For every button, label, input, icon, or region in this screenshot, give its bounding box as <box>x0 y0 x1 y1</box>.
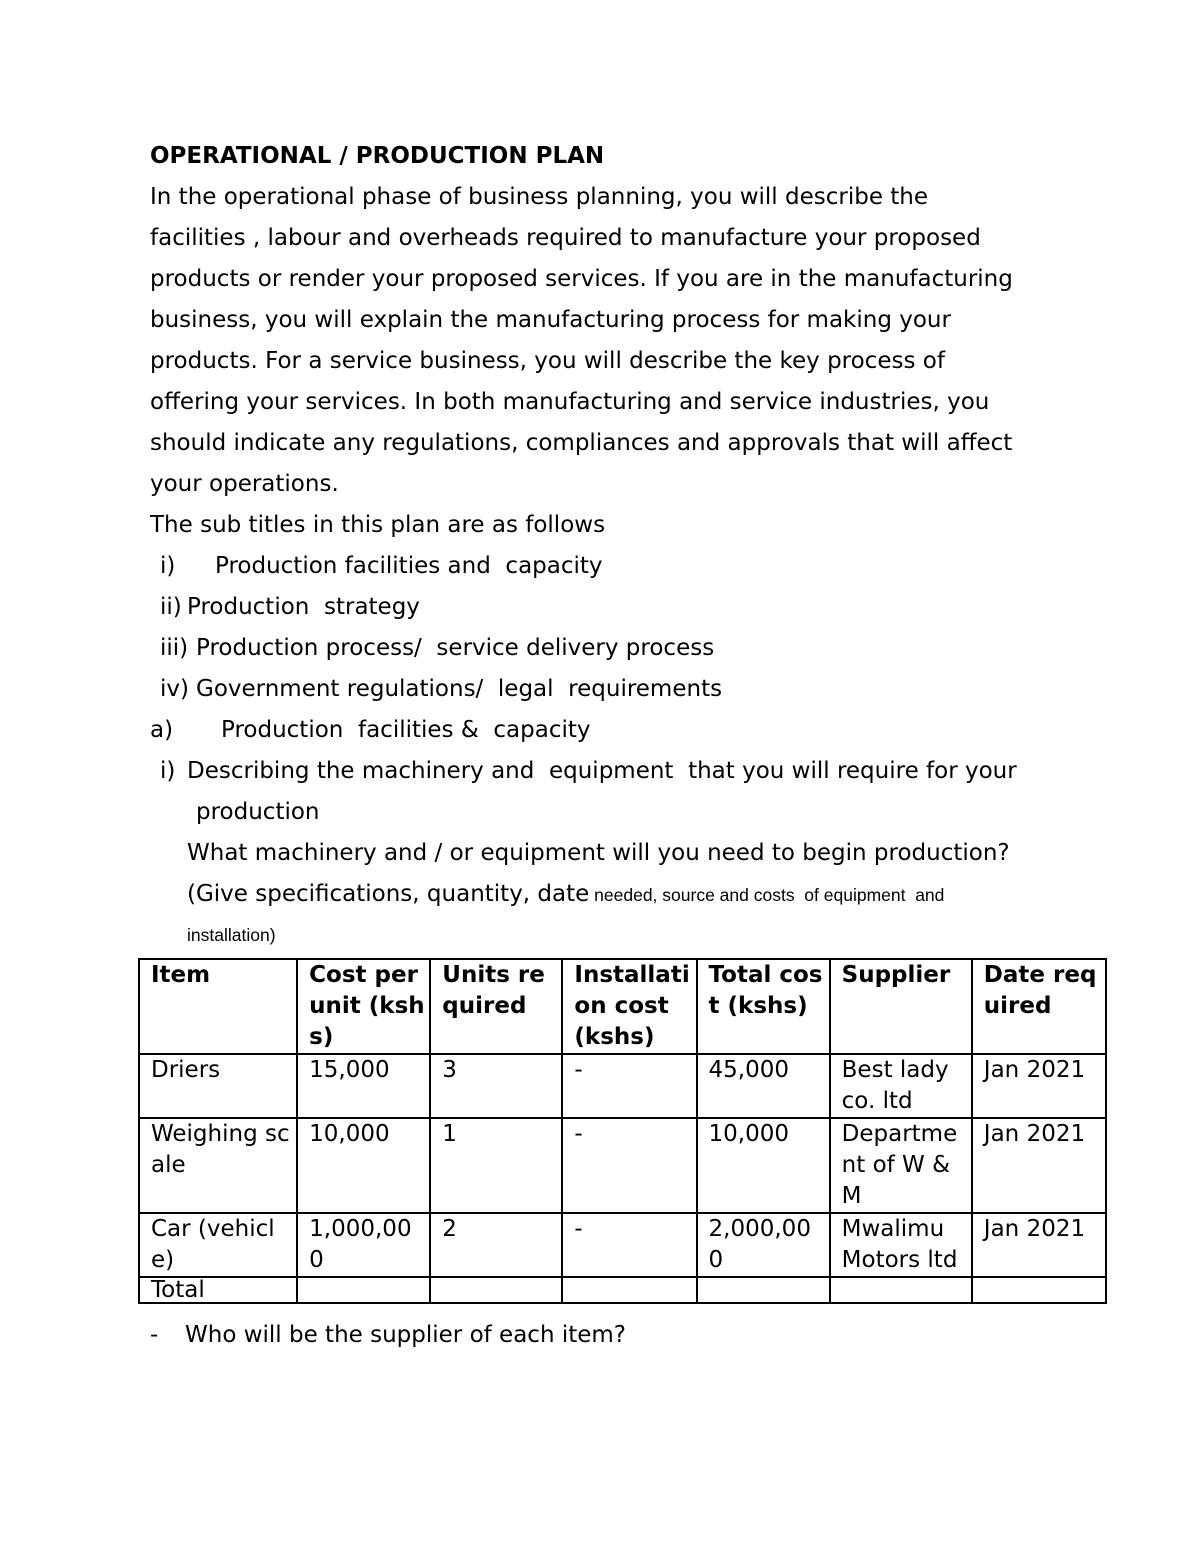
list-marker: iii) <box>160 635 189 661</box>
table-cell <box>972 1277 1106 1303</box>
table-cell: 2,000,000 <box>697 1213 830 1277</box>
column-header: Supplier <box>830 959 972 1054</box>
table-cell: 45,000 <box>697 1054 830 1118</box>
table-cell: - <box>562 1054 696 1118</box>
table-cell: Car (vehicle) <box>139 1213 297 1277</box>
list-item: Production process/ service delivery process <box>196 635 715 661</box>
table-cell: - <box>562 1118 696 1213</box>
bullet-question: Who will be the supplier of each item? <box>185 1322 626 1348</box>
table-cell: 3 <box>430 1054 562 1118</box>
list-item: Production strategy <box>187 594 420 620</box>
spec-note-large: (Give specifications, quantity, date <box>187 881 590 907</box>
column-header: Item <box>139 959 297 1054</box>
intro-line: products or render your proposed services. If you are in the manufacturing <box>150 266 1013 292</box>
table-cell: Department of W & M <box>830 1118 972 1213</box>
table-cell <box>430 1277 562 1303</box>
spec-note <box>187 880 944 909</box>
table-cell: - <box>562 1213 696 1277</box>
table-cell: 1 <box>430 1118 562 1213</box>
list-item: Describing the machinery and equipment that you will require for your <box>187 758 1017 784</box>
section-marker: a) <box>150 717 174 743</box>
table-cell <box>297 1277 430 1303</box>
table-cell: 1,000,000 <box>297 1213 430 1277</box>
table-total-row <box>139 1277 1106 1303</box>
table-cell: 15,000 <box>297 1054 430 1118</box>
table-cell <box>562 1277 696 1303</box>
table-row <box>139 1213 1106 1277</box>
intro-line: products. For a service business, you will describe the key process of <box>150 348 945 374</box>
table-header-row <box>139 959 1106 1054</box>
list-marker: iv) <box>160 676 189 702</box>
column-header: Date required <box>972 959 1106 1054</box>
list-marker: i) <box>160 758 176 784</box>
intro-line: your operations. <box>150 471 339 497</box>
table-cell: Jan 2021 <box>972 1118 1106 1213</box>
list-item: Production facilities and capacity <box>215 553 603 579</box>
column-header: Units required <box>430 959 562 1054</box>
table-row <box>139 1054 1106 1118</box>
page-title: OPERATIONAL / PRODUCTION PLAN <box>150 143 605 169</box>
table-cell: Mwalimu Motors ltd <box>830 1213 972 1277</box>
list-item-continuation: production <box>196 799 320 825</box>
equipment-table <box>138 958 1107 1304</box>
column-header: Installation cost (kshs) <box>562 959 696 1054</box>
spec-note-small: needed, source and costs of equipment and <box>589 885 945 905</box>
intro-line: offering your services. In both manufacturing and service industries, you <box>150 389 990 415</box>
table-cell: Best lady co. ltd <box>830 1054 972 1118</box>
list-item: Government regulations/ legal requirements <box>196 676 723 702</box>
column-header: Total cost (kshs) <box>697 959 830 1054</box>
table-cell: 10,000 <box>697 1118 830 1213</box>
list-marker: i) <box>160 553 176 579</box>
bullet-marker: - <box>150 1322 159 1348</box>
question-line: What machinery and / or equipment will you need to begin production? <box>187 840 1010 866</box>
table-cell <box>697 1277 830 1303</box>
table-cell: 10,000 <box>297 1118 430 1213</box>
spec-note-line2: installation) <box>187 925 276 945</box>
intro-line: facilities , labour and overheads required to manufacture your proposed <box>150 225 981 251</box>
table-cell <box>830 1277 972 1303</box>
table-cell: Driers <box>139 1054 297 1118</box>
table-cell: Jan 2021 <box>972 1054 1106 1118</box>
intro-line: should indicate any regulations, compliances and approvals that will affect <box>150 430 1013 456</box>
subtitles-intro: The sub titles in this plan are as follows <box>150 512 606 538</box>
total-label: Total <box>139 1277 297 1303</box>
table-cell: 2 <box>430 1213 562 1277</box>
table-cell: Jan 2021 <box>972 1213 1106 1277</box>
table-cell: Weighing scale <box>139 1118 297 1213</box>
column-header: Cost per unit (kshs) <box>297 959 430 1054</box>
list-marker: ii) <box>160 594 182 620</box>
intro-line: In the operational phase of business planning, you will describe the <box>150 184 929 210</box>
section-heading: Production facilities & capacity <box>221 717 591 743</box>
intro-line: business, you will explain the manufacturing process for making your <box>150 307 951 333</box>
table-row <box>139 1118 1106 1213</box>
